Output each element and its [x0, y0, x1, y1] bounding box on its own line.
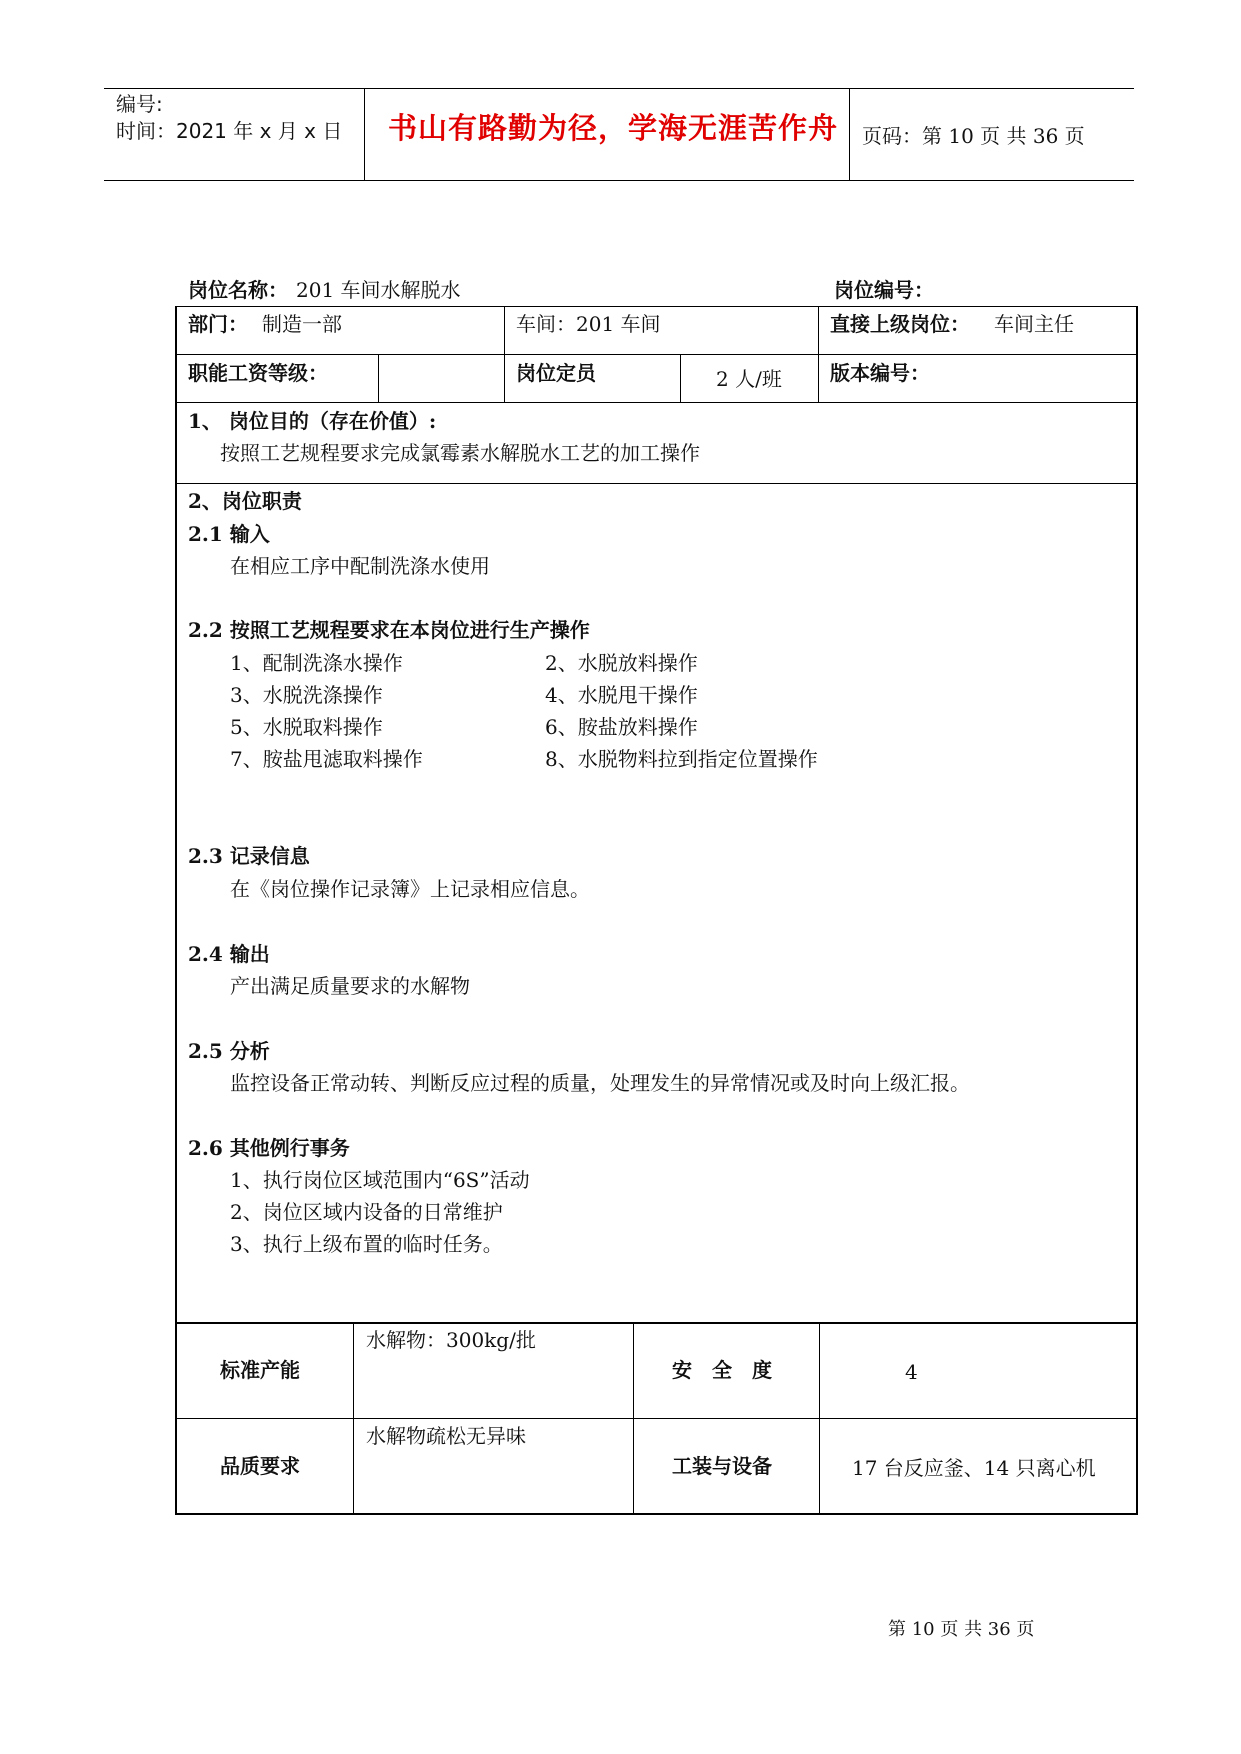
- post-no-label: 岗位编号：: [834, 278, 934, 302]
- op-item: 8、水脱物料拉到指定位置操作: [545, 747, 818, 771]
- rule: [1136, 306, 1138, 1515]
- rule: [378, 354, 379, 402]
- s24-heading: 2.4 输出: [188, 942, 270, 966]
- dept-value: 制造一部: [262, 312, 342, 336]
- page-code: 页码：第 10 页 共 36 页: [862, 124, 1085, 148]
- s21-text: 在相应工序中配制洗涤水使用: [230, 554, 490, 578]
- s26-item: 1、执行岗位区域范围内“6S”活动: [230, 1168, 530, 1192]
- equip-label: 工装与设备: [672, 1454, 772, 1478]
- rule: [680, 354, 681, 402]
- rule: [633, 1322, 634, 1514]
- rule: [175, 1513, 1137, 1515]
- duties-heading: 2、岗位职责: [188, 489, 302, 513]
- equip-value: 17 台反应釜、14 只离心机: [852, 1456, 1096, 1480]
- rule: [175, 306, 177, 1515]
- version-label: 版本编号：: [830, 361, 930, 385]
- s25-text: 监控设备正常动转、判断反应过程的质量，处理发生的异常情况或及时向上级汇报。: [230, 1071, 970, 1095]
- rule: [175, 1322, 1137, 1324]
- header-divider-right: [849, 88, 850, 180]
- op-item: 4、水脱甩干操作: [545, 683, 698, 707]
- rule: [504, 306, 505, 402]
- rule: [175, 354, 1137, 355]
- quality-value: 水解物疏松无异味: [366, 1424, 526, 1448]
- post-name-label: 岗位名称：: [188, 278, 288, 302]
- rule: [819, 1322, 820, 1514]
- op-item: 7、胺盐甩滤取料操作: [230, 747, 423, 771]
- s22-heading: 2.2 按照工艺规程要求在本岗位进行生产操作: [188, 618, 590, 642]
- grade-label: 职能工资等级：: [188, 361, 328, 385]
- post-name-value: 201 车间水解脱水: [296, 278, 461, 302]
- header-bottom-rule: [104, 180, 1134, 181]
- header-top-rule: [104, 88, 1134, 89]
- s23-text: 在《岗位操作记录簿》上记录相应信息。: [230, 877, 590, 901]
- s21-heading: 2.1 输入: [188, 522, 270, 546]
- superior-value: 车间主任: [994, 312, 1074, 336]
- serial-label: 编号:: [116, 92, 163, 116]
- rule: [175, 306, 1137, 307]
- superior-label: 直接上级岗位：: [830, 312, 970, 336]
- op-item: 1、配制洗涤水操作: [230, 651, 403, 675]
- op-item: 5、水脱取料操作: [230, 715, 383, 739]
- capacity-value: 水解物：300kg/批: [366, 1328, 536, 1352]
- s26-item: 3、执行上级布置的临时任务。: [230, 1232, 503, 1256]
- footer-page: 第 10 页 共 36 页: [888, 1619, 1035, 1640]
- staffing-value: 2 人/班: [716, 367, 782, 391]
- purpose-heading: 1、 岗位目的（存在价值）:: [188, 409, 437, 433]
- staffing-label: 岗位定员: [516, 361, 596, 385]
- rule: [818, 306, 819, 402]
- op-item: 3、水脱洗涤操作: [230, 683, 383, 707]
- rule: [175, 402, 1137, 403]
- workshop-value: 车间：201 车间: [516, 312, 661, 336]
- purpose-text: 按照工艺规程要求完成氯霉素水解脱水工艺的加工操作: [220, 441, 700, 465]
- op-item: 6、胺盐放料操作: [545, 715, 698, 739]
- s25-heading: 2.5 分析: [188, 1039, 270, 1063]
- rule: [353, 1322, 354, 1514]
- rule: [175, 1418, 1137, 1419]
- s23-heading: 2.3 记录信息: [188, 844, 310, 868]
- s26-heading: 2.6 其他例行事务: [188, 1136, 350, 1160]
- rule: [175, 483, 1137, 484]
- header-divider-left: [364, 88, 365, 180]
- motto: 书山有路勤为径，学海无涯苦作舟: [388, 111, 839, 145]
- time-label: 时间：2021 年 x 月 x 日: [116, 119, 343, 143]
- quality-label: 品质要求: [220, 1454, 300, 1478]
- s26-item: 2、岗位区域内设备的日常维护: [230, 1200, 503, 1224]
- s24-text: 产出满足质量要求的水解物: [230, 974, 470, 998]
- safety-label: 安 全 度: [672, 1358, 772, 1382]
- dept-label: 部门：: [188, 312, 248, 336]
- op-item: 2、水脱放料操作: [545, 651, 698, 675]
- safety-value: 4: [905, 1360, 918, 1384]
- capacity-label: 标准产能: [220, 1358, 300, 1382]
